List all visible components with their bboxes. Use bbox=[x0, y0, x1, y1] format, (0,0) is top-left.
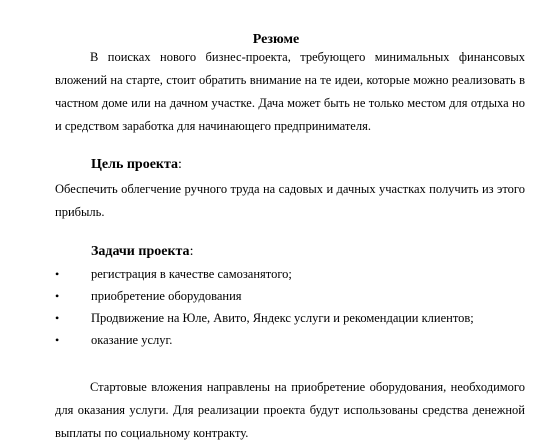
task-text: Продвижение на Юле, Авито, Яндекс услуги и рекомендации клиентов; bbox=[91, 311, 474, 325]
bullet-icon: • bbox=[55, 289, 60, 303]
list-item bbox=[55, 307, 525, 329]
list-item bbox=[55, 285, 525, 307]
document-title: Резюме bbox=[252, 32, 300, 47]
task-text: регистрация в качестве самозанятого; bbox=[91, 267, 292, 281]
investment-paragraph: Стартовые вложения направлены на приобретение оборудования, необходимого для оказания услуги. Для реализации проекта будут использованы средства денежной выплаты по социальному контракту. bbox=[55, 380, 525, 440]
goal-heading bbox=[91, 156, 182, 174]
tasks-heading-colon: : bbox=[189, 244, 194, 259]
tasks-list bbox=[55, 263, 525, 351]
list-item bbox=[55, 329, 525, 351]
tasks-heading bbox=[91, 243, 193, 261]
goal-heading-text: Цель проекта bbox=[91, 157, 179, 172]
bullet-icon: • bbox=[55, 333, 60, 347]
task-text: приобретение оборудования bbox=[91, 289, 242, 303]
bullet-icon: • bbox=[55, 267, 60, 281]
goal-heading-colon: : bbox=[178, 157, 182, 172]
list-item bbox=[55, 263, 525, 285]
task-text: оказание услуг. bbox=[91, 333, 173, 347]
goal-paragraph: Обеспечить облегчение ручного труда на садовых и дачных участках получить из этого прибыль. bbox=[55, 182, 525, 219]
bullet-icon: • bbox=[55, 311, 60, 325]
intro-paragraph: В поисках нового бизнес-проекта, требующего минимальных финансовых вложений на старте, стоит обратить внимание на те идеи, которые можно реализовать в частном доме или на дачном участке. Дача может быть не только местом для отдыха но и средством заработка для начинающего предпринимателя. bbox=[55, 50, 525, 133]
tasks-heading-text: Задачи проекта bbox=[91, 244, 190, 259]
